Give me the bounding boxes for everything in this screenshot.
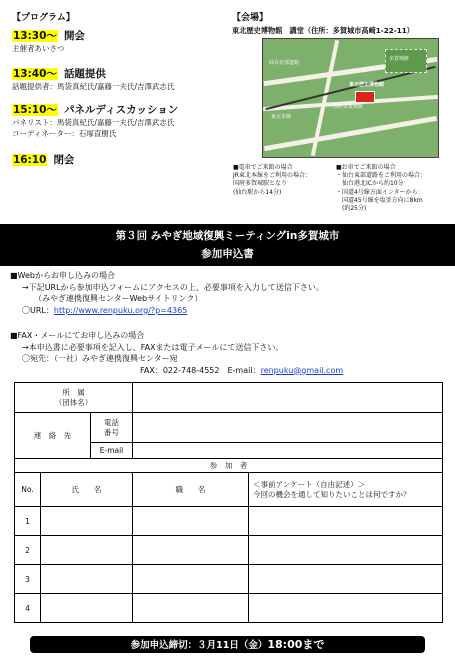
program-title: 閉会 bbox=[53, 154, 75, 166]
participant-row bbox=[15, 507, 443, 536]
map-label: 国府多賀城駅 bbox=[333, 104, 364, 110]
program-detail: コーディネーター：石塚直樹氏 bbox=[12, 129, 117, 138]
form-title: 参加申込書 bbox=[201, 248, 254, 260]
venue-map bbox=[262, 38, 439, 158]
deadline-time: 18:00まで bbox=[267, 638, 325, 651]
col-title-header: 職 名 bbox=[133, 473, 249, 507]
map-label: 東北本線 bbox=[271, 114, 292, 120]
deadline-banner bbox=[30, 636, 425, 653]
url-label: 〇URL： bbox=[22, 305, 54, 315]
row-number: 1 bbox=[15, 507, 41, 536]
participant-title-input[interactable] bbox=[133, 594, 249, 623]
phone-label: 電話 番号 bbox=[91, 413, 133, 443]
participant-title-input[interactable] bbox=[133, 507, 249, 536]
email-link[interactable]: renpuku@gmail.com bbox=[260, 365, 344, 375]
org-label: 所 属 （団体名） bbox=[15, 383, 133, 413]
venue-heading: 【会場】 bbox=[232, 13, 269, 23]
program-time: 15:10～ bbox=[13, 104, 57, 116]
row-number: 2 bbox=[15, 536, 41, 565]
fax-apply-heading: ■FAX・メールにてお申し込みの場合 bbox=[10, 331, 145, 340]
program-item-opening bbox=[12, 28, 85, 54]
web-apply-line: （みやぎ連携復興センターWebサイトリンク） bbox=[34, 294, 203, 303]
org-input[interactable] bbox=[133, 383, 443, 413]
participants-header: 参 加 者 bbox=[15, 459, 443, 473]
map-road bbox=[264, 116, 437, 151]
map-label: 仙台北部道路 bbox=[269, 60, 300, 66]
program-time: 13:40～ bbox=[13, 68, 57, 80]
participant-survey-input[interactable] bbox=[249, 565, 443, 594]
col-survey-header: ＜事前アンケート（自由記述）＞ 今回の機会を通して知りたいことは何ですか？ bbox=[249, 473, 443, 507]
program-detail: 話題提供者：馬袋真紀氏/嘉藤一夫氏/吉澤武志氏 bbox=[12, 82, 175, 91]
fax-apply-line: →本申込書に必要事項を記入し、FAXまたは電子メールにて送信下さい。 bbox=[22, 342, 284, 352]
program-detail: 主催者あいさつ bbox=[12, 44, 65, 53]
fax-apply-line: 〇宛先：（一社）みやぎ連携復興センター宛 bbox=[22, 354, 178, 363]
map-label: 東北歴史博物館 bbox=[349, 82, 385, 88]
participant-title-input[interactable] bbox=[133, 565, 249, 594]
row-number: 4 bbox=[15, 594, 41, 623]
web-apply-heading: ■Webからお申し込みの場合 bbox=[10, 271, 115, 280]
participant-row bbox=[15, 594, 443, 623]
program-item-closing bbox=[12, 152, 74, 167]
email-input[interactable] bbox=[133, 443, 443, 459]
participant-survey-input[interactable] bbox=[249, 536, 443, 565]
program-detail: パネリスト：馬袋真紀氏/嘉藤一夫氏/吉澤武志氏 bbox=[12, 118, 175, 127]
program-title: 話題提供 bbox=[63, 68, 106, 80]
phone-input[interactable] bbox=[133, 413, 443, 443]
col-no-header: No. bbox=[15, 473, 41, 507]
venue-name: 東北歴史博物館 講堂（住所：多賀城市高崎1-22-11） bbox=[232, 26, 414, 35]
program-heading: 【プログラム】 bbox=[12, 13, 75, 23]
participant-survey-input[interactable] bbox=[249, 507, 443, 536]
participant-row bbox=[15, 565, 443, 594]
program-time: 16:10 bbox=[13, 154, 47, 166]
title-banner bbox=[0, 224, 455, 266]
venue-marker-icon bbox=[355, 91, 375, 103]
participant-title-input[interactable] bbox=[133, 536, 249, 565]
program-title: パネルディスカッション bbox=[63, 104, 179, 116]
participant-name-input[interactable] bbox=[41, 565, 133, 594]
web-apply-line: →下記URLから参加申込フォームにアクセスの上、必要事項を入力して送信下さい。 bbox=[22, 282, 324, 292]
row-number: 3 bbox=[15, 565, 41, 594]
car-access-note: ■お車でご来館の場合 ・仙台東部道路をご利用の場合： 仙台港北ICから約10分 ・国道4号線方面インターから： 国道45号線を塩釜方向に8km (約25分) bbox=[336, 164, 427, 213]
fax-line: FAX：022-748-4552 E-mail： bbox=[140, 365, 261, 375]
participant-name-input[interactable] bbox=[41, 594, 133, 623]
application-form-table bbox=[14, 382, 443, 623]
participant-name-input[interactable] bbox=[41, 536, 133, 565]
program-item-topic bbox=[12, 66, 175, 92]
email-label: E-mail bbox=[91, 443, 133, 459]
participant-row bbox=[15, 536, 443, 565]
web-apply-section bbox=[10, 270, 450, 316]
application-url-link[interactable]: http://www.renpuku.org/?p=4365 bbox=[53, 305, 188, 315]
train-access-note: ■電車でご来館の場合 JR東北本線をご利用の場合： 国府多賀城駅となり (仙台駅から14分) bbox=[233, 164, 311, 196]
participant-survey-input[interactable] bbox=[249, 594, 443, 623]
contact-label: 連 絡 先 bbox=[15, 413, 91, 459]
event-title: 第３回 みやぎ地域復興ミーティングin多賀城市 bbox=[115, 230, 340, 242]
deadline-text: 参加申込締切：３月11日（金） bbox=[130, 640, 268, 651]
program-item-panel bbox=[12, 102, 178, 139]
map-label: 多賀城跡 bbox=[389, 56, 410, 62]
participant-name-input[interactable] bbox=[41, 507, 133, 536]
program-time: 13:30～ bbox=[13, 30, 57, 42]
fax-apply-section bbox=[10, 330, 450, 376]
col-name-header: 氏 名 bbox=[41, 473, 133, 507]
program-title: 開会 bbox=[63, 30, 85, 42]
